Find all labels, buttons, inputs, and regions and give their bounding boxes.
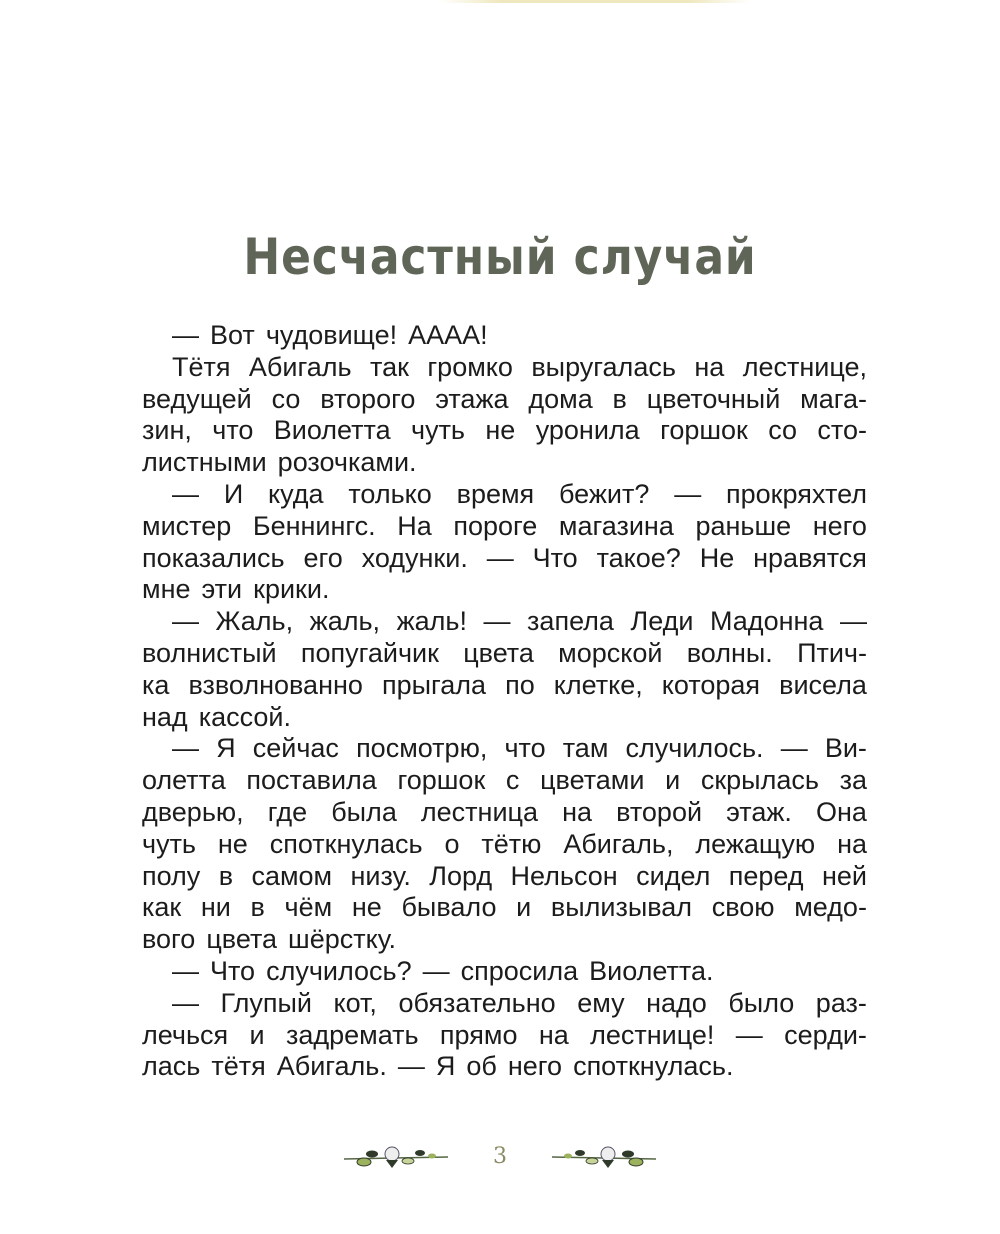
word: ему — [577, 987, 625, 1018]
word: Леди — [630, 606, 694, 637]
word: за — [839, 765, 867, 796]
page-footer — [0, 1136, 1000, 1176]
word: сто- — [817, 415, 867, 446]
word: кот, — [333, 987, 377, 1018]
text-line — [142, 447, 867, 479]
word: — — [172, 733, 199, 764]
word: сидел — [636, 860, 711, 891]
word: горшок — [660, 415, 748, 446]
word: — — [172, 320, 199, 350]
word: запела — [527, 606, 614, 637]
word: чудовище! — [265, 320, 398, 350]
word: Не — [699, 542, 735, 573]
text-line — [142, 638, 867, 670]
text-line — [142, 479, 867, 511]
word: не — [485, 415, 516, 446]
word: Лорд — [429, 860, 493, 891]
text-line — [142, 829, 867, 861]
word: о — [444, 828, 460, 859]
text-line — [142, 384, 867, 416]
word: этажа — [435, 383, 509, 414]
word: ка — [142, 669, 170, 700]
word: громко — [427, 351, 513, 382]
word: на — [694, 351, 725, 382]
word: Ви- — [824, 733, 867, 764]
word: Вот — [210, 320, 255, 350]
word: — — [674, 478, 702, 509]
word: серди- — [784, 1019, 867, 1050]
word: куда — [268, 478, 324, 509]
word: и — [516, 892, 532, 923]
word: полу — [142, 860, 201, 891]
word: в — [250, 892, 265, 923]
word: попугайчик — [300, 637, 439, 668]
word: скрылась — [700, 765, 819, 796]
word: ходунки. — [361, 542, 468, 573]
word: прокряхтел — [726, 478, 867, 509]
word: спросила — [460, 955, 579, 986]
word: надо — [646, 987, 707, 1018]
word: раз- — [815, 987, 867, 1018]
word: цветами — [540, 765, 645, 796]
word: — — [735, 1019, 763, 1050]
word: в — [612, 383, 627, 414]
word: нравятся — [753, 542, 867, 573]
word: лестница — [420, 796, 539, 827]
word: что — [212, 415, 254, 446]
word: споткнулась. — [573, 1051, 734, 1082]
word: на — [538, 1019, 569, 1050]
word: перед — [728, 860, 804, 891]
word: листными — [142, 447, 267, 478]
word: клетке, — [553, 669, 643, 700]
word: чуть — [142, 828, 196, 859]
text-line — [142, 352, 867, 384]
word: лестнице, — [742, 351, 867, 382]
word: что — [504, 733, 546, 764]
word: Абигаль, — [563, 828, 674, 859]
word: второго — [320, 383, 416, 414]
word: Нельсон — [510, 860, 618, 891]
word: Что — [532, 542, 578, 573]
word: — — [422, 955, 450, 986]
word: лежащую — [695, 828, 816, 859]
word: волнистый — [142, 637, 277, 668]
text-line — [142, 861, 867, 893]
word: Беннингс. — [252, 510, 376, 541]
word: уронила — [535, 415, 640, 446]
word: И — [223, 478, 244, 509]
text-line — [142, 670, 867, 702]
word: Что — [210, 955, 256, 986]
word: прямо — [439, 1019, 518, 1050]
word: — — [397, 1051, 425, 1082]
word: — — [780, 733, 808, 764]
text-line — [142, 1020, 867, 1052]
word: со — [768, 415, 798, 446]
text-line — [142, 892, 867, 924]
word: его — [303, 542, 343, 573]
word: Птич- — [797, 637, 867, 668]
word: так — [370, 351, 409, 382]
word: кассой. — [198, 701, 292, 732]
word: Я — [435, 1051, 456, 1082]
word: чуть — [411, 415, 465, 446]
word: Виолетта. — [589, 955, 714, 986]
word: Виолетта — [273, 415, 391, 446]
word: ней — [821, 860, 867, 891]
word: висела — [779, 669, 867, 700]
word: бывало — [401, 892, 497, 923]
word: как — [142, 892, 182, 923]
chapter-body-text — [142, 320, 867, 1083]
text-line — [142, 543, 867, 575]
chapter-title: Несчастный случай — [243, 228, 757, 286]
word: случилось. — [625, 733, 764, 764]
page-number: 3 — [493, 1143, 507, 1169]
word: — — [172, 606, 199, 637]
word: по — [505, 669, 535, 700]
text-line — [142, 924, 867, 956]
text-line — [142, 956, 867, 988]
word: показались — [142, 542, 285, 573]
text-line — [142, 765, 867, 797]
word: вылизывал — [550, 892, 693, 923]
word: самом — [251, 860, 333, 891]
word: — — [483, 606, 511, 637]
word: него — [507, 1051, 563, 1082]
word: — — [172, 987, 199, 1018]
word: шёрстку. — [288, 924, 397, 955]
word: посмотрю, — [356, 733, 488, 764]
word: там — [562, 733, 609, 764]
word: ведущей — [142, 383, 252, 414]
word: случилось? — [266, 955, 412, 986]
word: где — [267, 796, 308, 827]
word: со — [271, 383, 301, 414]
word: цветочный — [646, 383, 781, 414]
word: Я — [216, 733, 236, 764]
word: тётя — [211, 1051, 266, 1082]
text-line — [142, 988, 867, 1020]
word: жаль, — [309, 606, 381, 637]
word: чём — [284, 892, 333, 923]
word: цвета — [463, 637, 534, 668]
word: Абигаль — [248, 351, 352, 382]
word: сейчас — [252, 733, 339, 764]
word: Глупый — [220, 987, 312, 1018]
word: цвета — [206, 924, 278, 955]
flower-branch-right-icon — [550, 1142, 658, 1170]
word: вого — [142, 924, 196, 955]
word: об — [466, 1051, 497, 1082]
word: мне — [142, 574, 191, 605]
word: низу. — [350, 860, 411, 891]
word: Мадонна — [710, 606, 824, 637]
word: — — [486, 542, 514, 573]
word: волны. — [686, 637, 773, 668]
word: — — [172, 955, 199, 986]
word: была — [331, 796, 397, 827]
word: дверью, — [142, 796, 244, 827]
word: розочками. — [277, 447, 417, 478]
word: Абигаль. — [276, 1051, 387, 1082]
word: и — [249, 1019, 265, 1050]
text-line — [142, 415, 867, 447]
word: взволнованно — [188, 669, 363, 700]
word: свою — [711, 892, 775, 923]
word: эти — [201, 574, 243, 605]
word: не — [351, 892, 382, 923]
word: На — [397, 510, 432, 541]
word: которая — [661, 669, 761, 700]
word: время — [456, 478, 535, 509]
word: над — [142, 701, 188, 732]
word: крики. — [253, 574, 330, 605]
text-line — [142, 733, 867, 765]
word: АААА! — [408, 320, 488, 350]
word: споткнулась — [269, 828, 423, 859]
word: выругалась — [531, 351, 676, 382]
word: пороге — [453, 510, 538, 541]
word: на — [562, 796, 593, 827]
text-line — [142, 606, 867, 638]
word: второй — [616, 796, 703, 827]
word: было — [728, 987, 795, 1018]
word: мистер — [142, 510, 232, 541]
word: Она — [816, 796, 867, 827]
text-line — [142, 1051, 867, 1083]
word: дома — [528, 383, 593, 414]
word: жаль! — [396, 606, 467, 637]
word: тётю — [481, 828, 542, 859]
text-line — [142, 511, 867, 543]
word: — — [839, 606, 867, 637]
page-top-edge — [440, 0, 750, 3]
word: обязательно — [398, 987, 556, 1018]
word: магазина — [558, 510, 674, 541]
word: олетта — [142, 765, 226, 796]
word: только — [348, 478, 432, 509]
word: задремать — [285, 1019, 419, 1050]
word: на — [837, 828, 867, 859]
text-line — [142, 574, 867, 606]
word: него — [812, 510, 867, 541]
word: горшок — [397, 765, 486, 796]
word: не — [217, 828, 248, 859]
word: поставила — [246, 765, 377, 796]
text-line — [142, 320, 867, 352]
word: такое? — [596, 542, 681, 573]
word: этаж. — [726, 796, 792, 827]
word: с — [505, 765, 520, 796]
word: лестнице! — [590, 1019, 715, 1050]
word: бежит? — [558, 478, 650, 509]
word: прыгала — [381, 669, 487, 700]
word: зин, — [142, 415, 192, 446]
word: мага- — [800, 383, 867, 414]
word: — — [172, 478, 199, 509]
word: лась — [142, 1051, 201, 1082]
word: в — [218, 860, 234, 891]
word: медо- — [794, 892, 867, 923]
word: и — [665, 765, 681, 796]
text-line — [142, 702, 867, 734]
word: ни — [200, 892, 231, 923]
word: морской — [558, 637, 663, 668]
word: Жаль, — [215, 606, 294, 637]
text-line — [142, 797, 867, 829]
word: раньше — [695, 510, 792, 541]
flower-branch-left-icon — [342, 1142, 450, 1170]
word: Тётя — [172, 351, 231, 382]
word: лечься — [142, 1019, 229, 1050]
